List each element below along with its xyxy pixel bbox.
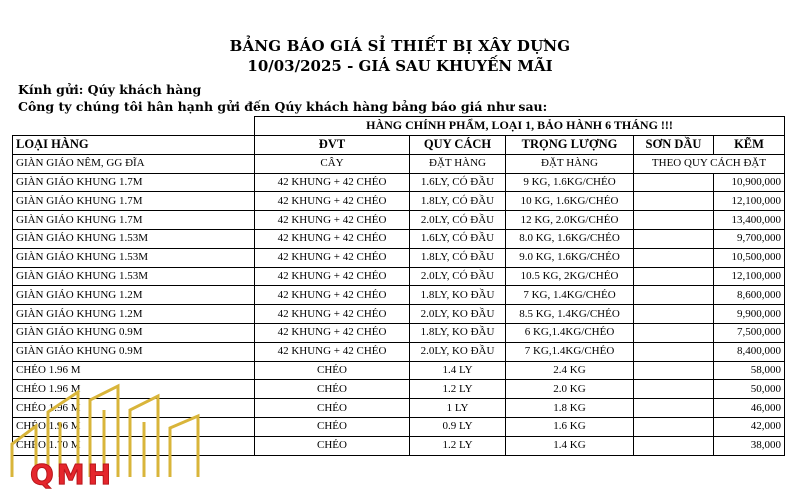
unit-cell: 42 KHUNG + 42 CHÉO bbox=[255, 323, 410, 342]
table-row bbox=[13, 323, 785, 342]
product-cell: CHÉO 1.96 M bbox=[13, 399, 255, 418]
unit-cell: 42 KHUNG + 42 CHÉO bbox=[255, 211, 410, 230]
warranty-banner: HÀNG CHÍNH PHẨM, LOẠI 1, BẢO HÀNH 6 THÁNG !!! bbox=[255, 117, 785, 136]
intro-line: Công ty chúng tôi hân hạnh gửi đến Qúy khách hàng bảng báo giá như sau: bbox=[18, 99, 548, 114]
weight-cell: 9.0 KG, 1.6KG/CHÉO bbox=[506, 248, 634, 267]
zinc-price-cell: 58,000 bbox=[714, 361, 785, 380]
paint-price-cell bbox=[634, 361, 714, 380]
paint-price-cell bbox=[634, 248, 714, 267]
subheader-weight: ĐẶT HÀNG bbox=[506, 154, 634, 173]
weight-cell: 1.8 KG bbox=[506, 399, 634, 418]
unit-cell: 42 KHUNG + 42 CHÉO bbox=[255, 229, 410, 248]
document-subtitle: 10/03/2025 - GIÁ SAU KHUYẾN MÃI bbox=[247, 57, 553, 75]
banner-row bbox=[13, 117, 785, 136]
product-cell: CHÉO 1.96 M bbox=[13, 417, 255, 436]
unit-cell: 42 KHUNG + 42 CHÉO bbox=[255, 248, 410, 267]
zinc-price-cell: 12,100,000 bbox=[714, 267, 785, 286]
paint-price-cell bbox=[634, 305, 714, 324]
table-row bbox=[13, 305, 785, 324]
subheader-spec: ĐẶT HÀNG bbox=[410, 154, 506, 173]
table-row bbox=[13, 229, 785, 248]
spec-cell: 2.0LY, KO ĐẦU bbox=[410, 342, 506, 361]
col-header-paint: SƠN DẦU bbox=[634, 135, 714, 154]
paint-price-cell bbox=[634, 417, 714, 436]
zinc-price-cell: 8,400,000 bbox=[714, 342, 785, 361]
spec-cell: 1.8LY, CÓ ĐẦU bbox=[410, 248, 506, 267]
product-cell: GIÀN GIÁO KHUNG 1.53M bbox=[13, 248, 255, 267]
spec-cell: 1.8LY, KO ĐẦU bbox=[410, 323, 506, 342]
weight-cell: 12 KG, 2.0KG/CHÉO bbox=[506, 211, 634, 230]
spec-cell: 2.0LY, CÓ ĐẦU bbox=[410, 211, 506, 230]
product-cell: GIÀN GIÁO KHUNG 1.7M bbox=[13, 173, 255, 192]
unit-cell: 42 KHUNG + 42 CHÉO bbox=[255, 305, 410, 324]
table-row bbox=[13, 173, 785, 192]
paint-price-cell bbox=[634, 211, 714, 230]
paint-price-cell bbox=[634, 323, 714, 342]
product-cell: GIÀN GIÁO KHUNG 0.9M bbox=[13, 342, 255, 361]
weight-cell: 7 KG,1.4KG/CHÉO bbox=[506, 342, 634, 361]
table-row bbox=[13, 267, 785, 286]
paint-price-cell bbox=[634, 436, 714, 455]
table-row bbox=[13, 192, 785, 211]
weight-cell: 7 KG, 1.4KG/CHÉO bbox=[506, 286, 634, 305]
paint-price-cell bbox=[634, 286, 714, 305]
zinc-price-cell: 7,500,000 bbox=[714, 323, 785, 342]
product-cell: GIÀN GIÁO KHUNG 1.2M bbox=[13, 305, 255, 324]
unit-cell: 42 KHUNG + 42 CHÉO bbox=[255, 286, 410, 305]
spec-cell: 1.8LY, KO ĐẦU bbox=[410, 286, 506, 305]
banner-empty-cell bbox=[13, 117, 255, 136]
table-row bbox=[13, 286, 785, 305]
spec-cell: 2.0LY, KO ĐẦU bbox=[410, 305, 506, 324]
unit-cell: 42 KHUNG + 42 CHÉO bbox=[255, 173, 410, 192]
paint-price-cell bbox=[634, 267, 714, 286]
spec-cell: 1 LY bbox=[410, 399, 506, 418]
product-cell: GIÀN GIÁO KHUNG 1.2M bbox=[13, 286, 255, 305]
col-header-product: LOẠI HÀNG bbox=[13, 135, 255, 154]
zinc-price-cell: 9,700,000 bbox=[714, 229, 785, 248]
spec-cell: 1.4 LY bbox=[410, 361, 506, 380]
paint-price-cell bbox=[634, 173, 714, 192]
weight-cell: 8.5 KG, 1.4KG/CHÉO bbox=[506, 305, 634, 324]
zinc-price-cell: 46,000 bbox=[714, 399, 785, 418]
paint-price-cell bbox=[634, 399, 714, 418]
product-cell: GIÀN GIÁO KHUNG 0.9M bbox=[13, 323, 255, 342]
document-title: BẢNG BÁO GIÁ SỈ THIẾT BỊ XÂY DỰNG bbox=[229, 37, 571, 55]
spec-cell: 1.2 LY bbox=[410, 436, 506, 455]
zinc-price-cell: 42,000 bbox=[714, 417, 785, 436]
product-cell: GIÀN GIÁO KHUNG 1.7M bbox=[13, 211, 255, 230]
unit-cell: CHÉO bbox=[255, 399, 410, 418]
unit-cell: CHÉO bbox=[255, 417, 410, 436]
subheader-note: THEO QUY CÁCH ĐẶT bbox=[634, 154, 785, 173]
greeting-line: Kính gửi: Qúy khách hàng bbox=[18, 82, 202, 97]
paint-price-cell bbox=[634, 192, 714, 211]
column-header-row bbox=[13, 135, 785, 154]
company-logo-text: QMH bbox=[30, 458, 115, 491]
weight-cell: 2.4 KG bbox=[506, 361, 634, 380]
zinc-price-cell: 12,100,000 bbox=[714, 192, 785, 211]
table-row bbox=[13, 342, 785, 361]
subheader-unit: CÂY bbox=[255, 154, 410, 173]
table-row bbox=[13, 248, 785, 267]
spec-cell: 1.2 LY bbox=[410, 380, 506, 399]
weight-cell: 10 KG, 1.6KG/CHÉO bbox=[506, 192, 634, 211]
unit-cell: CHÉO bbox=[255, 436, 410, 455]
product-cell: GIÀN GIÁO KHUNG 1.53M bbox=[13, 229, 255, 248]
weight-cell: 10.5 KG, 2KG/CHÉO bbox=[506, 267, 634, 286]
subheader-product: GIÀN GIÁO NÊM, GG ĐĨA bbox=[13, 154, 255, 173]
unit-cell: 42 KHUNG + 42 CHÉO bbox=[255, 342, 410, 361]
weight-cell: 8.0 KG, 1.6KG/CHÉO bbox=[506, 229, 634, 248]
product-cell: GIÀN GIÁO KHUNG 1.7M bbox=[13, 192, 255, 211]
weight-cell: 1.4 KG bbox=[506, 436, 634, 455]
col-header-spec: QUY CÁCH bbox=[410, 135, 506, 154]
product-cell: GIÀN GIÁO KHUNG 1.53M bbox=[13, 267, 255, 286]
paint-price-cell bbox=[634, 229, 714, 248]
col-header-weight: TRỌNG LƯỢNG bbox=[506, 135, 634, 154]
weight-cell: 9 KG, 1.6KG/CHÉO bbox=[506, 173, 634, 192]
unit-cell: 42 KHUNG + 42 CHÉO bbox=[255, 267, 410, 286]
weight-cell: 1.6 KG bbox=[506, 417, 634, 436]
zinc-price-cell: 8,600,000 bbox=[714, 286, 785, 305]
paint-price-cell bbox=[634, 380, 714, 399]
paint-price-cell bbox=[634, 342, 714, 361]
weight-cell: 6 KG,1.4KG/CHÉO bbox=[506, 323, 634, 342]
spec-cell: 1.8LY, CÓ ĐẦU bbox=[410, 192, 506, 211]
spec-cell: 1.6LY, CÓ ĐẦU bbox=[410, 173, 506, 192]
zinc-price-cell: 13,400,000 bbox=[714, 211, 785, 230]
unit-cell: CHÉO bbox=[255, 380, 410, 399]
subheader-row bbox=[13, 154, 785, 173]
col-header-unit: ĐVT bbox=[255, 135, 410, 154]
spec-cell: 0.9 LY bbox=[410, 417, 506, 436]
spec-cell: 2.0LY, CÓ ĐẦU bbox=[410, 267, 506, 286]
col-header-zinc: KẼM bbox=[714, 135, 785, 154]
weight-cell: 2.0 KG bbox=[506, 380, 634, 399]
unit-cell: CHÉO bbox=[255, 361, 410, 380]
zinc-price-cell: 50,000 bbox=[714, 380, 785, 399]
table-row bbox=[13, 361, 785, 380]
zinc-price-cell: 9,900,000 bbox=[714, 305, 785, 324]
product-cell: CHÉO 1.96 M bbox=[13, 361, 255, 380]
zinc-price-cell: 38,000 bbox=[714, 436, 785, 455]
unit-cell: 42 KHUNG + 42 CHÉO bbox=[255, 192, 410, 211]
spec-cell: 1.6LY, CÓ ĐẦU bbox=[410, 229, 506, 248]
product-cell: CHÉO 1.70 M bbox=[13, 436, 255, 455]
zinc-price-cell: 10,500,000 bbox=[714, 248, 785, 267]
product-cell: CHÉO 1.96 M bbox=[13, 380, 255, 399]
zinc-price-cell: 10,900,000 bbox=[714, 173, 785, 192]
table-row bbox=[13, 211, 785, 230]
